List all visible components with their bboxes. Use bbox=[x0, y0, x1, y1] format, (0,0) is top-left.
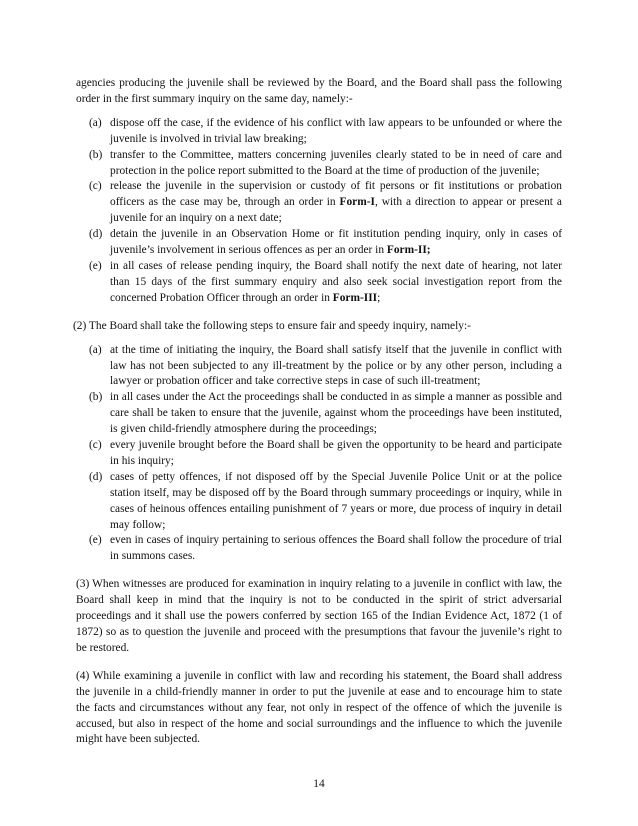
form-reference: Form-II; bbox=[386, 244, 431, 257]
item-text: transfer to the Committee, matters concerning juveniles clearly stated to be in need of care and protection in the police report submitted to the Board at the time of production of the juvenile; bbox=[110, 148, 562, 177]
item-marker: (c) bbox=[89, 180, 102, 193]
list-item bbox=[76, 148, 562, 180]
item-text: cases of petty offences, if not disposed off by the Special Juvenile Police Unit or at the police station itself, may be disposed off by the Board through summary proceedings or inquiry, while in cases of heinous offences entailing punishment of 7 years or more, due process of inquiry in detail may follow; bbox=[110, 470, 562, 531]
list-item bbox=[76, 390, 562, 438]
item-text: even in cases of inquiry pertaining to serious offences the Board shall follow the procedure of trial in summons cases. bbox=[110, 534, 562, 563]
item-marker: (e) bbox=[89, 534, 102, 547]
item-text: at the time of initiating the inquiry, the Board shall satisfy itself that the juvenile in conflict with law has not been subjected to any ill-treatment by the police or by any other person, including a lawyer or probation officer and take corrective steps in case of such ill-treatment; bbox=[110, 343, 562, 388]
item-text: detain the juvenile in an Observation Home or fit institution pending inquiry, only in cases of juvenile’s involvement in serious offences as per an order in bbox=[110, 228, 562, 257]
section-3-paragraph: (3) When witnesses are produced for examination in inquiry relating to a juvenile in conflict with law, the Board shall keep in mind that the inquiry is not to be conducted in the spirit of strict adversarial proceedings and it shall use the powers conferred by section 165 of the Indian Evidence Act, 1872 (1 of 1872) so as to question the juvenile and proceed with the presumptions that favour the juvenile’s right to be restored. bbox=[76, 578, 562, 654]
item-marker: (d) bbox=[89, 228, 103, 241]
item-text: , with a direction to appear or present a juvenile for an inquiry on a next date; bbox=[110, 196, 562, 225]
page-number: 14 bbox=[313, 778, 325, 790]
item-marker: (b) bbox=[89, 148, 103, 161]
list-item bbox=[76, 343, 562, 391]
item-marker: (b) bbox=[89, 391, 103, 404]
list-inquiry-steps bbox=[76, 343, 562, 566]
list-item bbox=[76, 533, 562, 565]
form-reference: Form-I bbox=[339, 196, 375, 209]
item-marker: (e) bbox=[89, 259, 102, 272]
item-text: in all cases of release pending inquiry, the Board shall notify the next date of hearing, not later than 15 days of the first summary enquiry and also seek social investigation report from the concerned Probation Officer through an order in bbox=[110, 259, 562, 304]
form-reference: Form-III bbox=[332, 291, 378, 304]
body-text bbox=[73, 76, 562, 760]
list-item bbox=[76, 227, 562, 259]
section-2-heading: (2) The Board shall take the following steps to ensure fair and speedy inquiry, namely:- bbox=[73, 319, 471, 332]
item-text: dispose off the case, if the evidence of his conflict with law appears to be unfounded or where the juvenile is involved in trivial law breaking; bbox=[110, 116, 562, 145]
item-text: every juvenile brought before the Board shall be given the opportunity to be heard and participate in his inquiry; bbox=[110, 439, 562, 467]
list-summary-orders bbox=[76, 116, 562, 307]
item-marker: (c) bbox=[89, 439, 102, 452]
item-marker: (d) bbox=[89, 470, 103, 483]
list-item bbox=[76, 116, 562, 148]
item-marker: (a) bbox=[89, 343, 102, 356]
list-item bbox=[76, 470, 562, 534]
list-item bbox=[76, 438, 562, 470]
item-text: ; bbox=[377, 291, 381, 304]
section-4-paragraph: (4) While examining a juvenile in conflict with law and recording his statement, the Board shall address the juvenile in a child-friendly manner in order to put the juvenile at ease and to encourage him to state the facts and circumstances without any fear, not only in respect of the offence of which the juvenile is accused, but also in respect of the home and social surroundings and the influence to which the juvenile might have been subjected. bbox=[76, 669, 562, 746]
list-item bbox=[76, 179, 562, 227]
item-marker: (a) bbox=[89, 116, 102, 129]
list-item bbox=[76, 259, 562, 307]
item-text: in all cases under the Act the proceedings shall be conducted in as simple a manner as possible and care shall be taken to ensure that the juvenile, against whom the proceedings have been instituted, is given child-friendly atmosphere during the proceedings; bbox=[110, 391, 562, 436]
item-text: release the juvenile in the supervision or custody of fit persons or fit institutions or probation officers as the case may be, through an order in bbox=[110, 180, 562, 209]
intro-paragraph: agencies producing the juvenile shall be reviewed by the Board, and the Board shall pass the following order in the first summary inquiry on the same day, namely:- bbox=[76, 77, 562, 105]
